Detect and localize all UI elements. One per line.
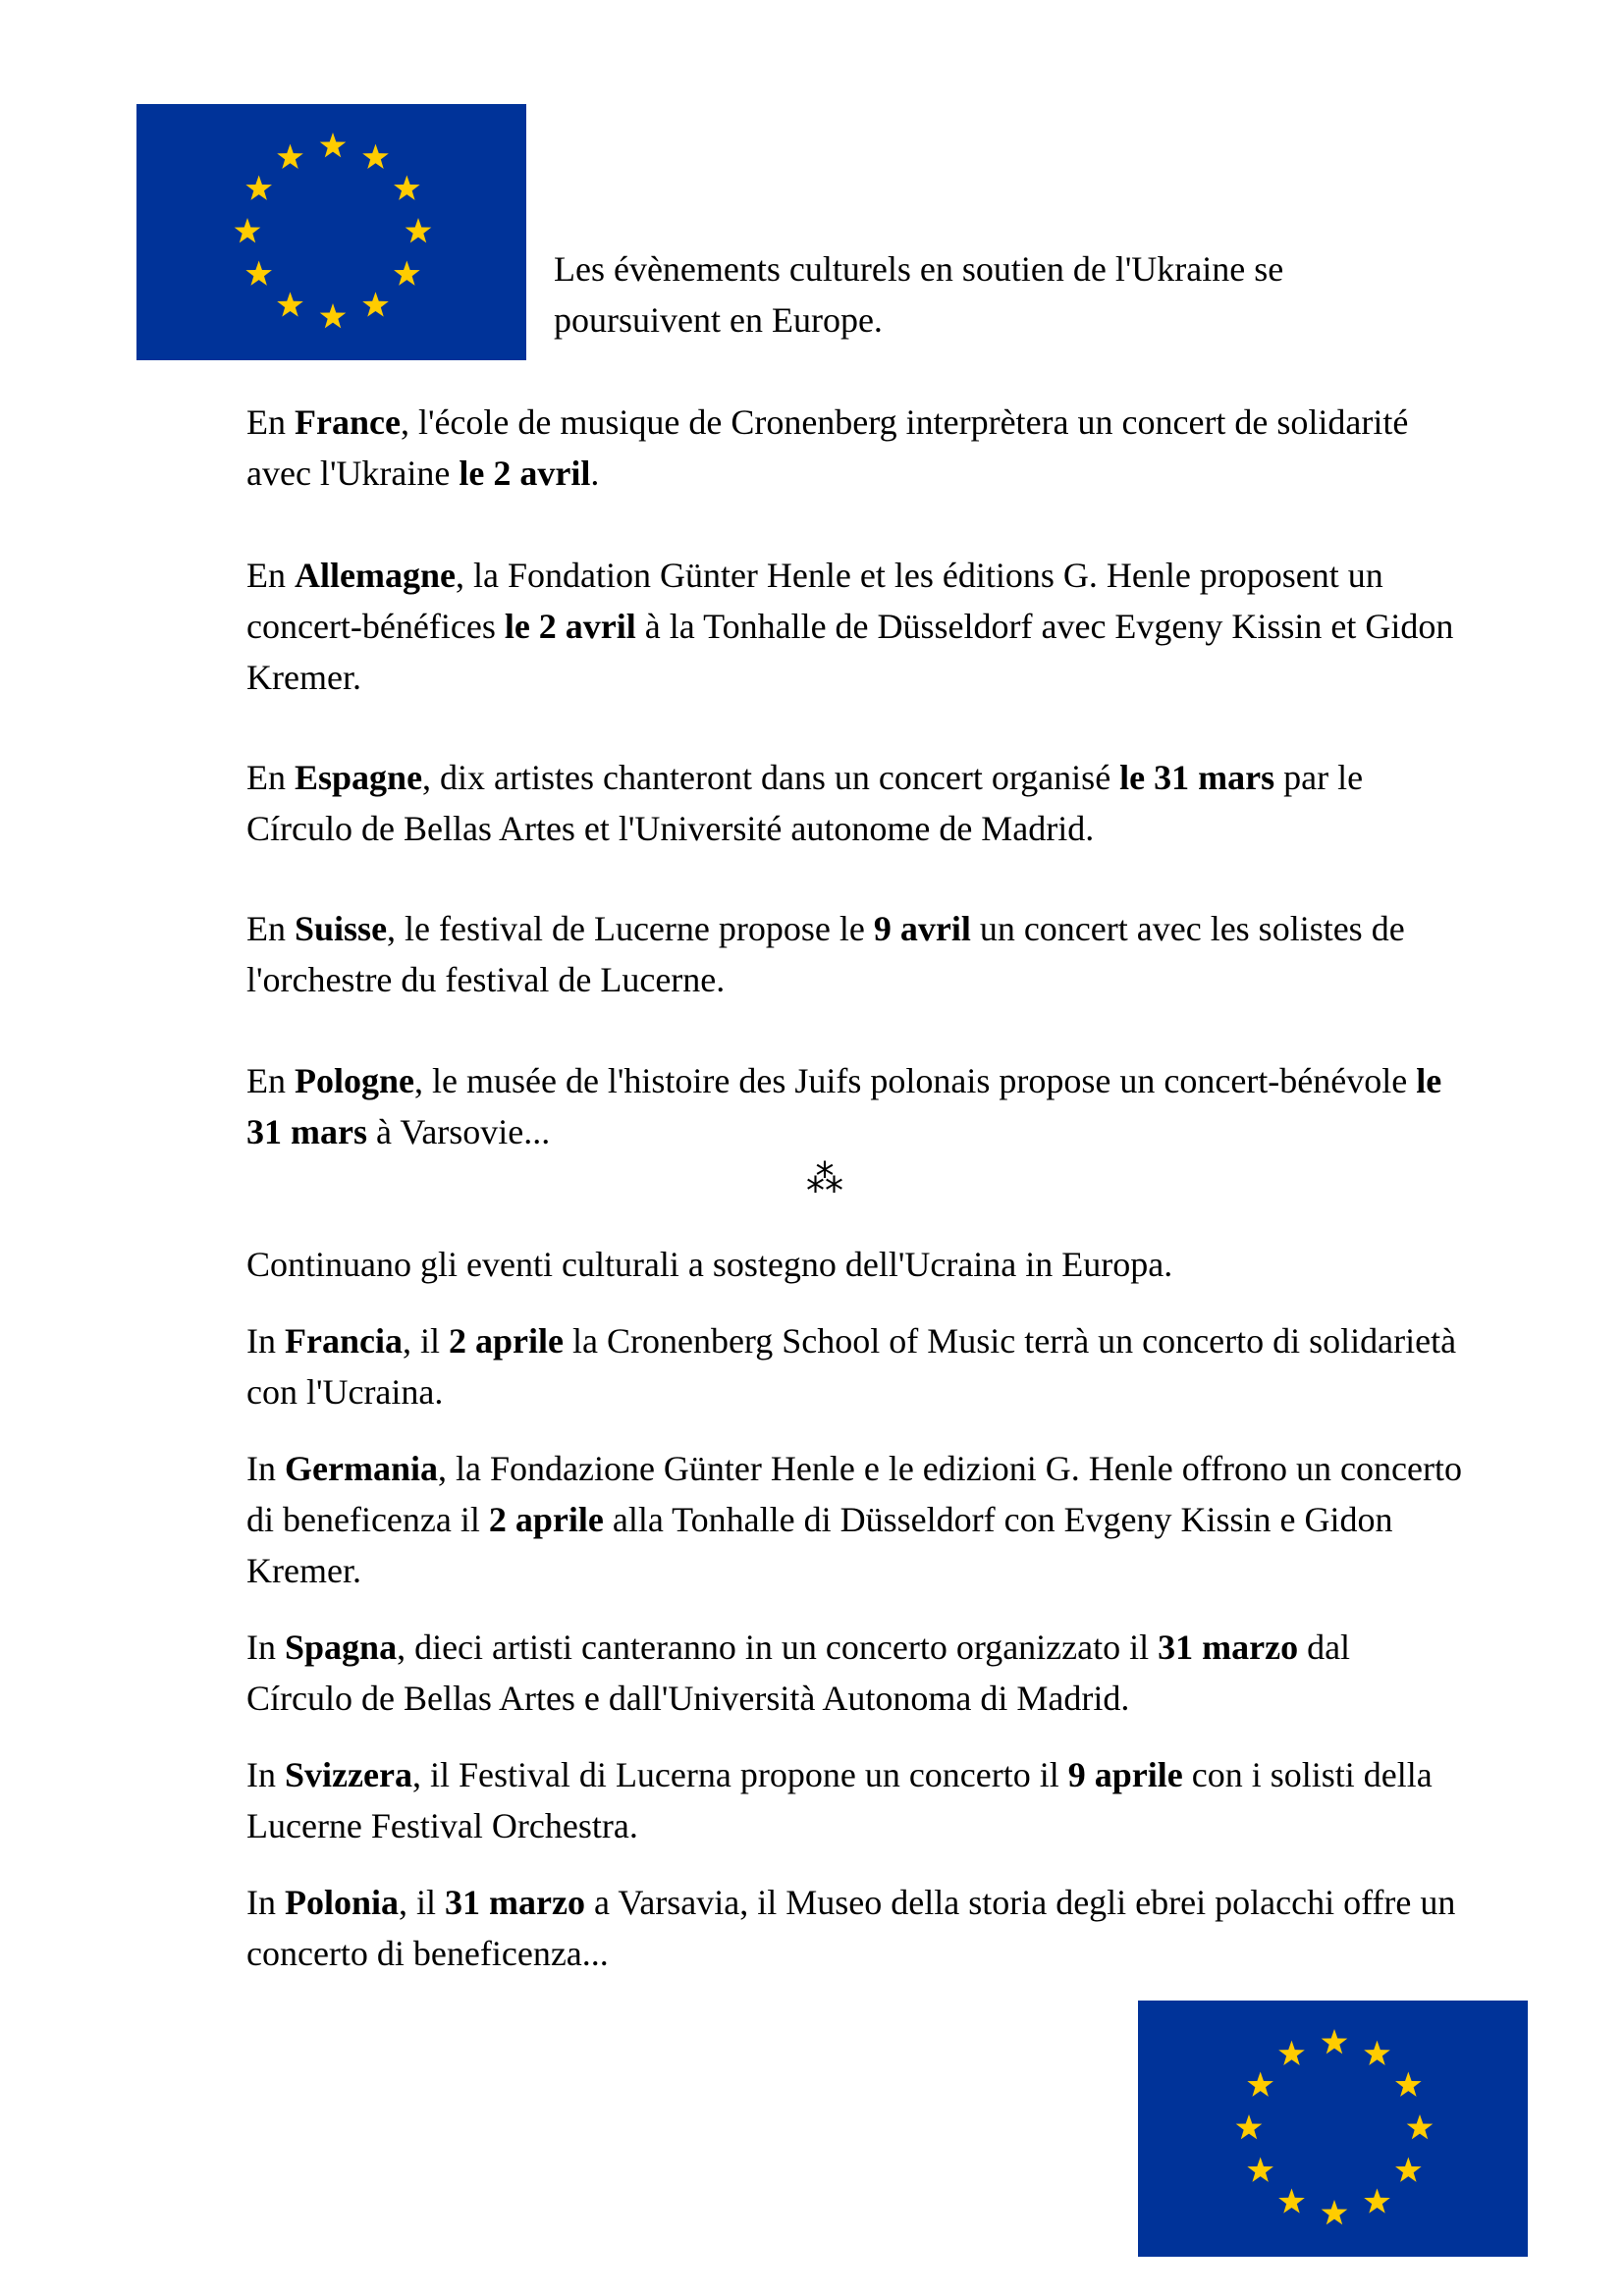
event-date: 9 avril xyxy=(873,909,971,948)
paragraph-fr-spain: En Espagne, dix artistes chanteront dans un concert organisé le 31 mars par le Círculo de Bellas Artes et l'Université autonome de Madrid. xyxy=(246,758,1364,848)
country-name: Pologne xyxy=(295,1061,414,1100)
country-name: Allemagne xyxy=(295,556,456,595)
eu-flag-icon xyxy=(136,104,526,360)
paragraph-fr-poland: En Pologne, le musée de l'histoire des Juifs polonais propose un concert-bénévole le 31 mars à Varsovie... xyxy=(246,1061,1442,1151)
paragraph-it-france: In Francia, il 2 aprile la Cronenberg School of Music terrà un concerto di solidarietà con l'Ucraina. xyxy=(246,1321,1457,1412)
intro-text xyxy=(554,243,1496,346)
event-date: le 31 mars xyxy=(1119,758,1275,797)
country-name: Germania xyxy=(285,1449,438,1488)
intro-line-1: Les évènements culturels en soutien de l'Ukraine se xyxy=(554,249,1284,289)
country-name: Svizzera xyxy=(285,1755,412,1794)
country-name: Espagne xyxy=(295,758,423,797)
paragraph-fr-france: En France, l'école de musique de Cronenberg interprètera un concert de solidarité avec l'Ukraine le 2 avril. xyxy=(246,402,1409,493)
intro-line-2: poursuivent en Europe. xyxy=(554,300,883,340)
country-name: Spagna xyxy=(285,1628,398,1667)
paragraph-it-switzerland: In Svizzera, il Festival di Lucerna propone un concerto il 9 aprile con i solisti della Lucerne Festival Orchestra. xyxy=(246,1755,1433,1845)
event-date: 2 aprile xyxy=(488,1500,604,1539)
asterism-divider: ⁂ xyxy=(806,1157,843,1201)
country-name: Suisse xyxy=(295,909,388,948)
paragraph-it-spain: In Spagna, dieci artisti canteranno in un concerto organizzato il 31 marzo dal Círculo de Bellas Artes e dall'Università Autonoma di Madrid. xyxy=(246,1628,1351,1718)
country-name: France xyxy=(295,402,401,442)
paragraph-it-poland: In Polonia, il 31 marzo a Varsavia, il Museo della storia degli ebrei polacchi offre un concerto di beneficenza... xyxy=(246,1883,1456,1973)
event-date: le 2 avril xyxy=(504,607,636,646)
country-name: Francia xyxy=(285,1321,403,1361)
country-name: Polonia xyxy=(285,1883,400,1922)
eu-flag-icon xyxy=(1138,2001,1528,2257)
event-date: 31 marzo xyxy=(445,1883,585,1922)
event-date: le 2 avril xyxy=(459,454,591,493)
eu-flag-stars xyxy=(1138,2001,1528,2257)
eu-flag-stars xyxy=(136,104,526,360)
paragraph-fr-germany: En Allemagne, la Fondation Günter Henle et les éditions G. Henle proposent un concert-bénéfices le 2 avril à la Tonhalle de Düsseldorf avec Evgeny Kissin et Gidon Kremer. xyxy=(246,556,1454,697)
paragraph-it-intro: Continuano gli eventi culturali a sostegno dell'Ucraina in Europa. xyxy=(246,1245,1173,1284)
paragraph-fr-switzerland: En Suisse, le festival de Lucerne propose le 9 avril un concert avec les solistes de l'orchestre du festival de Lucerne. xyxy=(246,909,1405,999)
event-date: 31 marzo xyxy=(1158,1628,1299,1667)
event-date: 9 aprile xyxy=(1067,1755,1183,1794)
event-date: 2 aprile xyxy=(449,1321,564,1361)
event-date: le 31 mars xyxy=(246,1061,1442,1151)
paragraph-it-germany: In Germania, la Fondazione Günter Henle e le edizioni G. Henle offrono un concerto di beneficenza il 2 aprile alla Tonhalle di Düsseldorf con Evgeny Kissin e Gidon Kremer. xyxy=(246,1449,1462,1590)
